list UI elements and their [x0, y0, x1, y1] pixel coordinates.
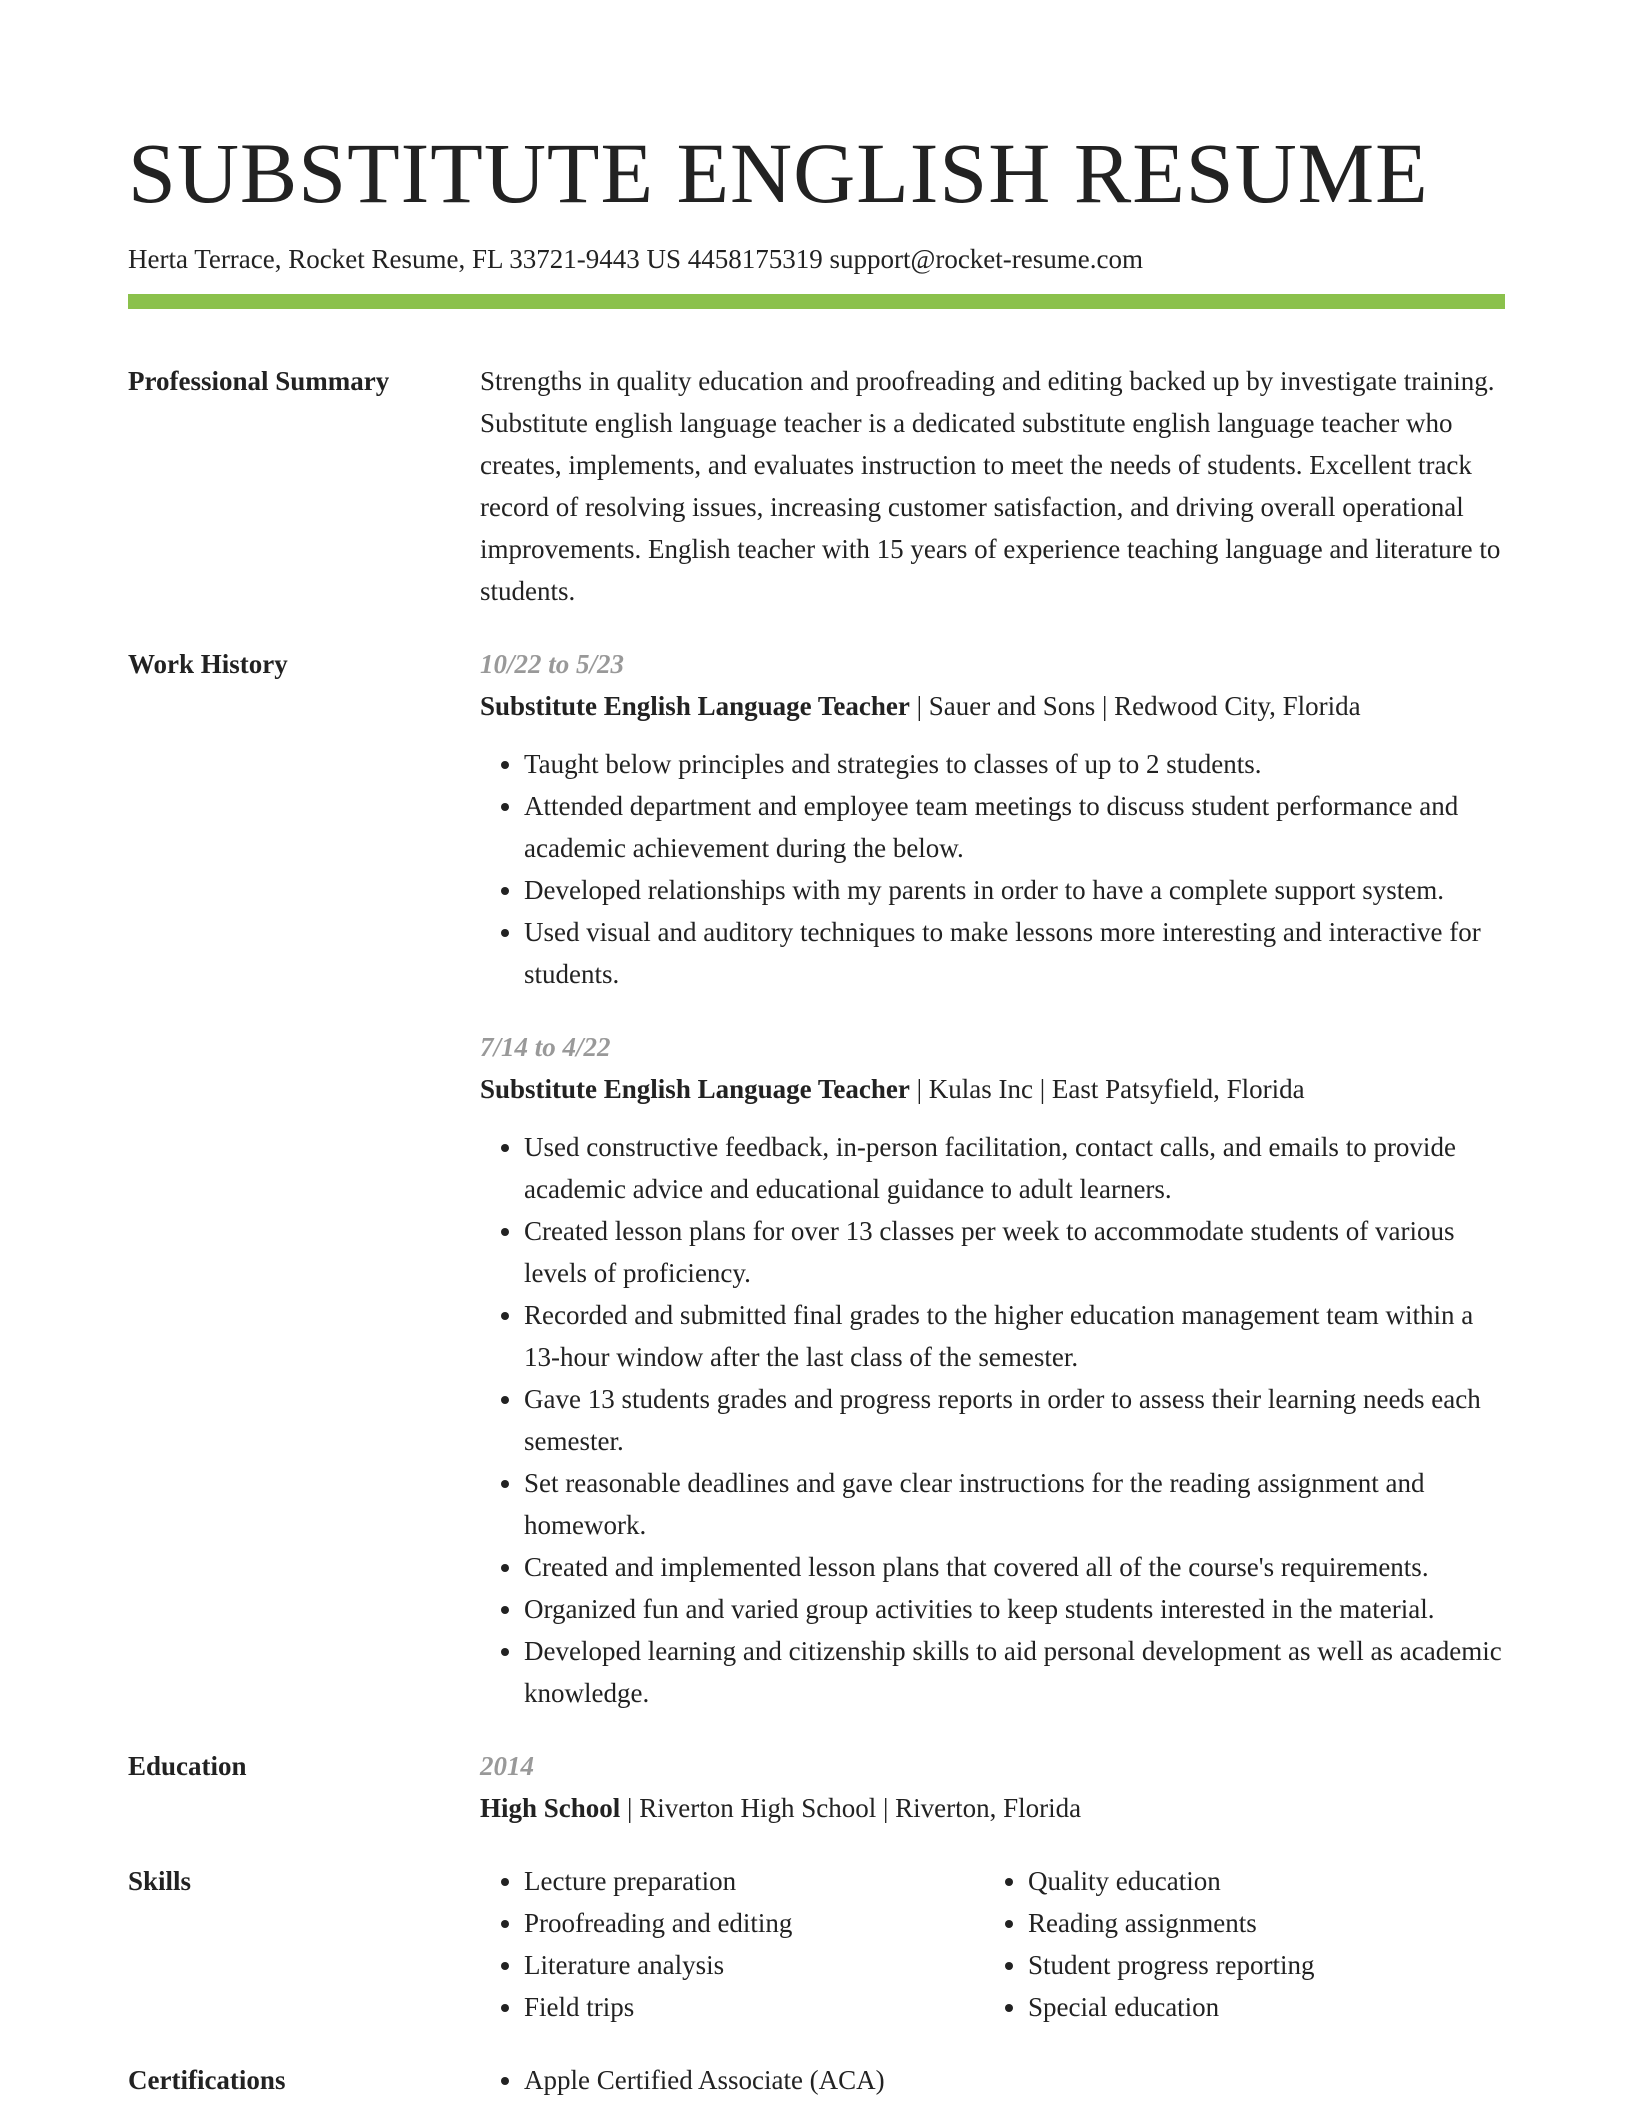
- list-item: • Organized fun and varied group activities to keep students interested in the material.: [524, 1588, 1505, 1630]
- education-degree: High School: [480, 1793, 621, 1823]
- education-details: | Riverton High School | Riverton, Florida: [620, 1793, 1082, 1823]
- job-dates: 7/14 to 4/22: [480, 1032, 611, 1062]
- job-title: Substitute English Language Teacher: [480, 691, 910, 721]
- skill-item: • Field trips: [524, 1986, 984, 2028]
- contact-line: Herta Terrace, Rocket Resume, FL 33721-9443 US 4458175319 support@rocket-resume.com: [128, 244, 1143, 274]
- list-item: • Set reasonable deadlines and gave clear instructions for the reading assignment and homework.: [524, 1462, 1505, 1546]
- job-title: Substitute English Language Teacher: [480, 1074, 910, 1104]
- skill-item: • Quality education: [1028, 1860, 1314, 1902]
- job-header: [480, 1068, 1505, 1110]
- skill-item: • Special education: [1028, 1986, 1314, 2028]
- job-entry: [480, 1026, 1505, 1714]
- skill-item: • Proofreading and editing: [524, 1902, 984, 1944]
- job-header: [480, 685, 1505, 727]
- work-history-body: [480, 643, 1505, 1714]
- resume-title: SUBSTITUTE ENGLISH RESUME: [128, 125, 1429, 221]
- education-year: 2014: [480, 1751, 534, 1781]
- job-details: | Sauer and Sons | Redwood City, Florida: [909, 691, 1361, 721]
- certifications-section: [128, 2059, 1505, 2101]
- job-dates: 10/22 to 5/23: [480, 649, 625, 679]
- skills-list: [480, 1860, 1505, 2028]
- list-item: • Recorded and submitted final grades to the higher education management team within a 13-hour window after the last class of the semester.: [524, 1294, 1505, 1378]
- skill-item: • Student progress reporting: [1028, 1944, 1314, 1986]
- job-entry: [480, 643, 1505, 995]
- list-item: • Developed relationships with my parents in order to have a complete support system.: [524, 869, 1505, 911]
- certifications-list: [480, 2059, 1505, 2101]
- certifications-column: [480, 2059, 984, 2101]
- education-section: [128, 1745, 1505, 1829]
- skill-item: • Lecture preparation: [524, 1860, 984, 1902]
- summary-text: Strengths in quality education and proofreading and editing backed up by investigate training. Substitute english language teacher is a dedicated substitute english language teacher who creates, implements, and evaluates instruction to meet the needs of students. Excellent track record of resolving issues, increasing customer satisfaction, and driving overall operational improvements. English teacher with 15 years of experience teaching language and literature to students.: [480, 366, 1501, 606]
- certification-item: • Apple Certified Associate (ACA): [524, 2059, 984, 2101]
- resume-page: [128, 0, 1505, 2101]
- list-item: • Used constructive feedback, in-person facilitation, contact calls, and emails to provide academic advice and educational guidance to adult learners.: [524, 1126, 1505, 1210]
- list-item: • Taught below principles and strategies to classes of up to 2 students.: [524, 743, 1505, 785]
- skill-item: • Literature analysis: [524, 1944, 984, 1986]
- summary-heading: Professional Summary: [128, 366, 390, 396]
- job-bullets: [480, 743, 1505, 995]
- skills-column-right: [984, 1860, 1314, 2028]
- list-item: • Created lesson plans for over 13 classes per week to accommodate students of various levels of proficiency.: [524, 1210, 1505, 1294]
- list-item: • Attended department and employee team meetings to discuss student performance and academic achievement during the below.: [524, 785, 1505, 869]
- job-details: | Kulas Inc | East Patsyfield, Florida: [909, 1074, 1305, 1104]
- education-header: [480, 1787, 1505, 1829]
- work-history-heading: Work History: [128, 649, 288, 679]
- header-divider: [128, 294, 1505, 309]
- skills-column-left: [480, 1860, 984, 2028]
- skill-item: • Reading assignments: [1028, 1902, 1314, 1944]
- job-bullets: [480, 1126, 1505, 1714]
- list-item: • Gave 13 students grades and progress reports in order to assess their learning needs each semester.: [524, 1378, 1505, 1462]
- certifications-heading: Certifications: [128, 2065, 286, 2095]
- list-item: • Developed learning and citizenship skills to aid personal development as well as academic knowledge.: [524, 1630, 1505, 1714]
- list-item: • Created and implemented lesson plans that covered all of the course's requirements.: [524, 1546, 1505, 1588]
- education-heading: Education: [128, 1751, 247, 1781]
- summary-section: [128, 360, 1505, 612]
- education-body: [480, 1745, 1505, 1829]
- work-history-section: [128, 643, 1505, 1714]
- skills-heading: Skills: [128, 1866, 192, 1896]
- skills-section: [128, 1860, 1505, 2028]
- list-item: • Used visual and auditory techniques to make lessons more interesting and interactive for students.: [524, 911, 1505, 995]
